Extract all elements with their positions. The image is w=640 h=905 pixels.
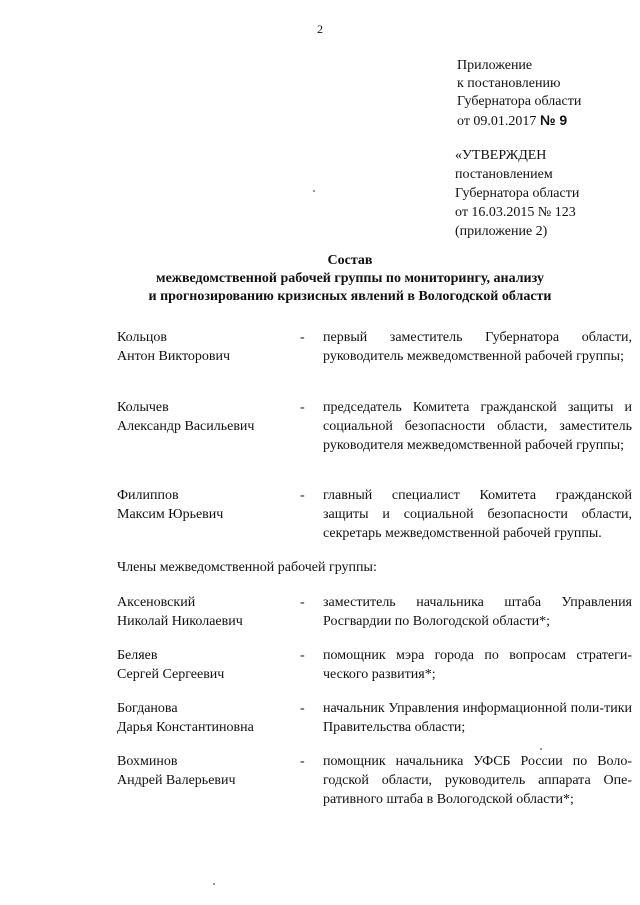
member-dash: - xyxy=(300,701,305,716)
member-role: главный специалист Комитета гражданской защиты и социальной безопасности области, секретарь межведомственной рабочей группы. xyxy=(323,488,632,541)
member-role: начальник Управления информационной поли-тики Правительства области; xyxy=(323,701,632,735)
member-dash: - xyxy=(300,488,305,503)
scan-speck xyxy=(213,883,215,885)
member-surname: Беляев xyxy=(117,648,158,663)
member-dash: - xyxy=(300,754,305,769)
member-name xyxy=(117,752,297,790)
member-name xyxy=(117,328,297,366)
page-number: 2 xyxy=(317,22,323,36)
appendix-date-line xyxy=(457,111,581,131)
approved-line-5: (приложение 2) xyxy=(455,224,548,239)
member-name xyxy=(117,646,297,684)
appendix-date: от 09.01.2017 xyxy=(457,114,537,129)
member-name xyxy=(117,593,297,631)
member-dash: - xyxy=(300,400,305,415)
appendix-line-1: Приложение xyxy=(457,58,533,73)
member-name xyxy=(117,486,297,524)
member-role: председатель Комитета гражданской защиты и социальной безопасности области, заместитель руководителя межведомственной рабочей группы; xyxy=(323,400,632,453)
members-section-label: Члены межведомственной рабочей группы: xyxy=(117,560,377,575)
member-dash: - xyxy=(300,595,305,610)
member-given-name: Сергей Сергеевич xyxy=(117,667,225,682)
title-line-3: и прогнозированию кризисных явлений в Вологодской области xyxy=(148,289,552,304)
approved-line-1: «УТВЕРЖДЕН xyxy=(455,148,547,163)
title-line-1: Состав xyxy=(327,253,373,268)
member-role: первый заместитель Губернатора области, руководитель межведомственной рабочей группы; xyxy=(323,330,632,364)
member-given-name: Максим Юрьевич xyxy=(117,507,224,522)
member-surname: Аксеновский xyxy=(117,595,196,610)
approved-line-3: Губернатора области xyxy=(455,186,580,201)
appendix-number: № 9 xyxy=(539,112,568,128)
member-role: помощник мэра города по вопросам стратеги-ческого развития*; xyxy=(323,648,632,682)
member-name xyxy=(117,398,297,436)
approved-line-4: от 16.03.2015 № 123 xyxy=(455,205,576,220)
member-name xyxy=(117,699,297,737)
approved-block xyxy=(455,146,579,241)
member-role: помощник начальника УФСБ России по Воло-годской области, руководитель аппарата Опе-ративного штаба в Вологодской области*; xyxy=(323,754,632,807)
member-surname: Богданова xyxy=(117,701,178,716)
member-role: заместитель начальника штаба Управления Росгвардии по Вологодской области*; xyxy=(323,595,632,629)
member-dash: - xyxy=(300,648,305,663)
member-surname: Кольцов xyxy=(117,330,167,345)
member-surname: Вохминов xyxy=(117,754,178,769)
member-dash: - xyxy=(300,330,305,345)
appendix-line-3: Губернатора области xyxy=(457,94,582,109)
appendix-block xyxy=(457,57,581,131)
member-given-name: Николай Николаевич xyxy=(117,614,243,629)
appendix-line-2: к постановлению xyxy=(457,76,561,91)
document-title xyxy=(100,252,600,306)
member-given-name: Дарья Константиновна xyxy=(117,720,254,735)
member-surname: Колычев xyxy=(117,400,169,415)
member-given-name: Александр Васильевич xyxy=(117,419,255,434)
approved-line-2: постановлением xyxy=(455,167,553,182)
scan-speck xyxy=(313,190,315,192)
title-line-2: межведомственной рабочей группы по мониторингу, анализу xyxy=(156,271,544,286)
member-surname: Филиппов xyxy=(117,488,179,503)
scan-speck xyxy=(540,748,542,750)
member-given-name: Андрей Валерьевич xyxy=(117,773,236,788)
member-given-name: Антон Викторович xyxy=(117,349,231,364)
